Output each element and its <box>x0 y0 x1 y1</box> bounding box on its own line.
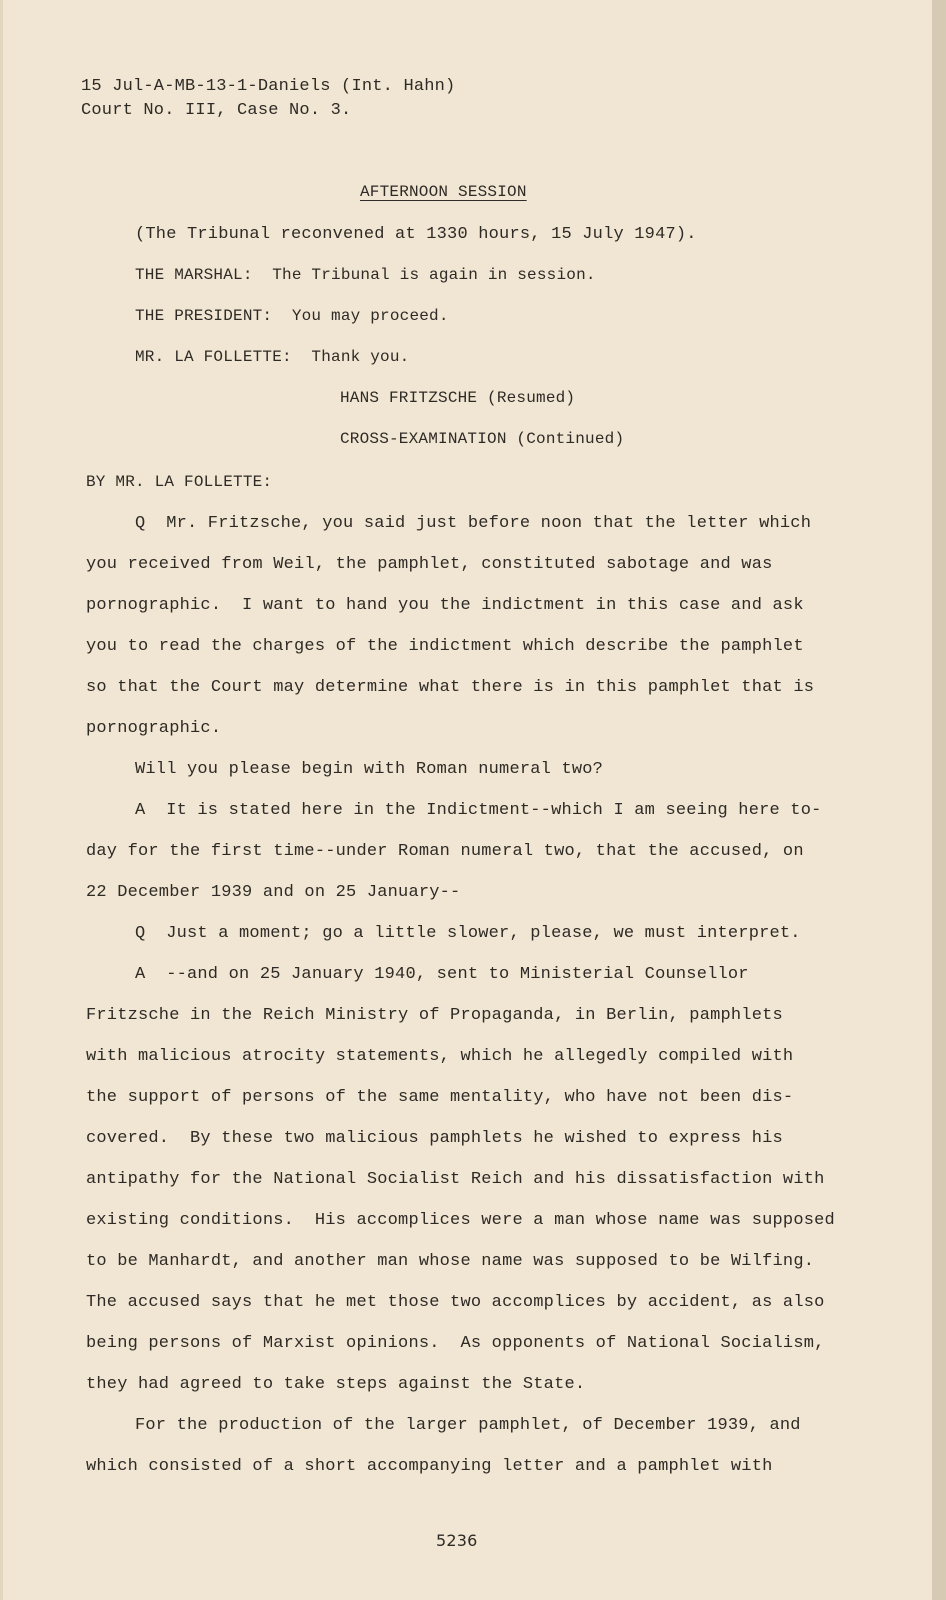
transcript-line: to be Manhardt, and another man whose name was supposed to be Wilfing. <box>86 1252 815 1271</box>
transcript-line: covered. By these two malicious pamphlets he wished to express his <box>86 1129 783 1148</box>
transcript-line: you received from Weil, the pamphlet, constituted sabotage and was <box>86 555 773 574</box>
page-number: 5236 <box>436 1531 478 1550</box>
transcript-line: HANS FRITZSCHE (Resumed) <box>340 389 576 407</box>
transcript-line: Q Mr. Fritzsche, you said just before noon that the letter which <box>135 514 812 533</box>
transcript-line: Fritzsche in the Reich Ministry of Propaganda, in Berlin, pamphlets <box>86 1006 783 1025</box>
transcript-line: A --and on 25 January 1940, sent to Ministerial Counsellor <box>135 965 749 984</box>
transcript-line: Will you please begin with Roman numeral two? <box>135 760 604 779</box>
page-left-edge <box>0 0 3 1600</box>
transcript-line: you to read the charges of the indictment which describe the pamphlet <box>86 637 804 656</box>
transcript-line: being persons of Marxist opinions. As opponents of National Socialism, <box>86 1334 825 1353</box>
transcript-line: which consisted of a short accompanying letter and a pamphlet with <box>86 1457 773 1476</box>
transcript-line: THE MARSHAL: The Tribunal is again in session. <box>135 266 596 284</box>
transcript-line: with malicious atrocity statements, which he allegedly compiled with <box>86 1047 794 1066</box>
header-line-1: 15 Jul-A-MB-13-1-Daniels (Int. Hahn) <box>81 77 456 96</box>
transcript-line: CROSS-EXAMINATION (Continued) <box>340 430 625 448</box>
transcript-line: they had agreed to take steps against the State. <box>86 1375 586 1394</box>
header-line-2: Court No. III, Case No. 3. <box>81 101 352 120</box>
session-title: AFTERNOON SESSION <box>360 183 527 201</box>
transcript-line: THE PRESIDENT: You may proceed. <box>135 307 449 325</box>
transcript-line: The accused says that he met those two accomplices by accident, as also <box>86 1293 825 1312</box>
transcript-line: so that the Court may determine what there is in this pamphlet that is <box>86 678 815 697</box>
transcript-line: 22 December 1939 and on 25 January-- <box>86 883 461 902</box>
transcript-line: (The Tribunal reconvened at 1330 hours, 15 July 1947). <box>135 225 697 244</box>
transcript-line: pornographic. I want to hand you the indictment in this case and ask <box>86 596 804 615</box>
transcript-line: BY MR. LA FOLLETTE: <box>86 473 273 491</box>
transcript-line: antipathy for the National Socialist Reich and his dissatisfaction with <box>86 1170 825 1189</box>
transcript-line: pornographic. <box>86 719 222 738</box>
transcript-line: MR. LA FOLLETTE: Thank you. <box>135 348 410 366</box>
transcript-line: the support of persons of the same mentality, who have not been dis- <box>86 1088 794 1107</box>
transcript-line: For the production of the larger pamphlet, of December 1939, and <box>135 1416 801 1435</box>
transcript-line: A It is stated here in the Indictment--which I am seeing here to- <box>135 801 822 820</box>
transcript-line: Q Just a moment; go a little slower, please, we must interpret. <box>135 924 801 943</box>
transcript-line: existing conditions. His accomplices were a man whose name was supposed <box>86 1211 835 1230</box>
page-right-edge <box>932 0 946 1600</box>
transcript-line: day for the first time--under Roman numeral two, that the accused, on <box>86 842 804 861</box>
